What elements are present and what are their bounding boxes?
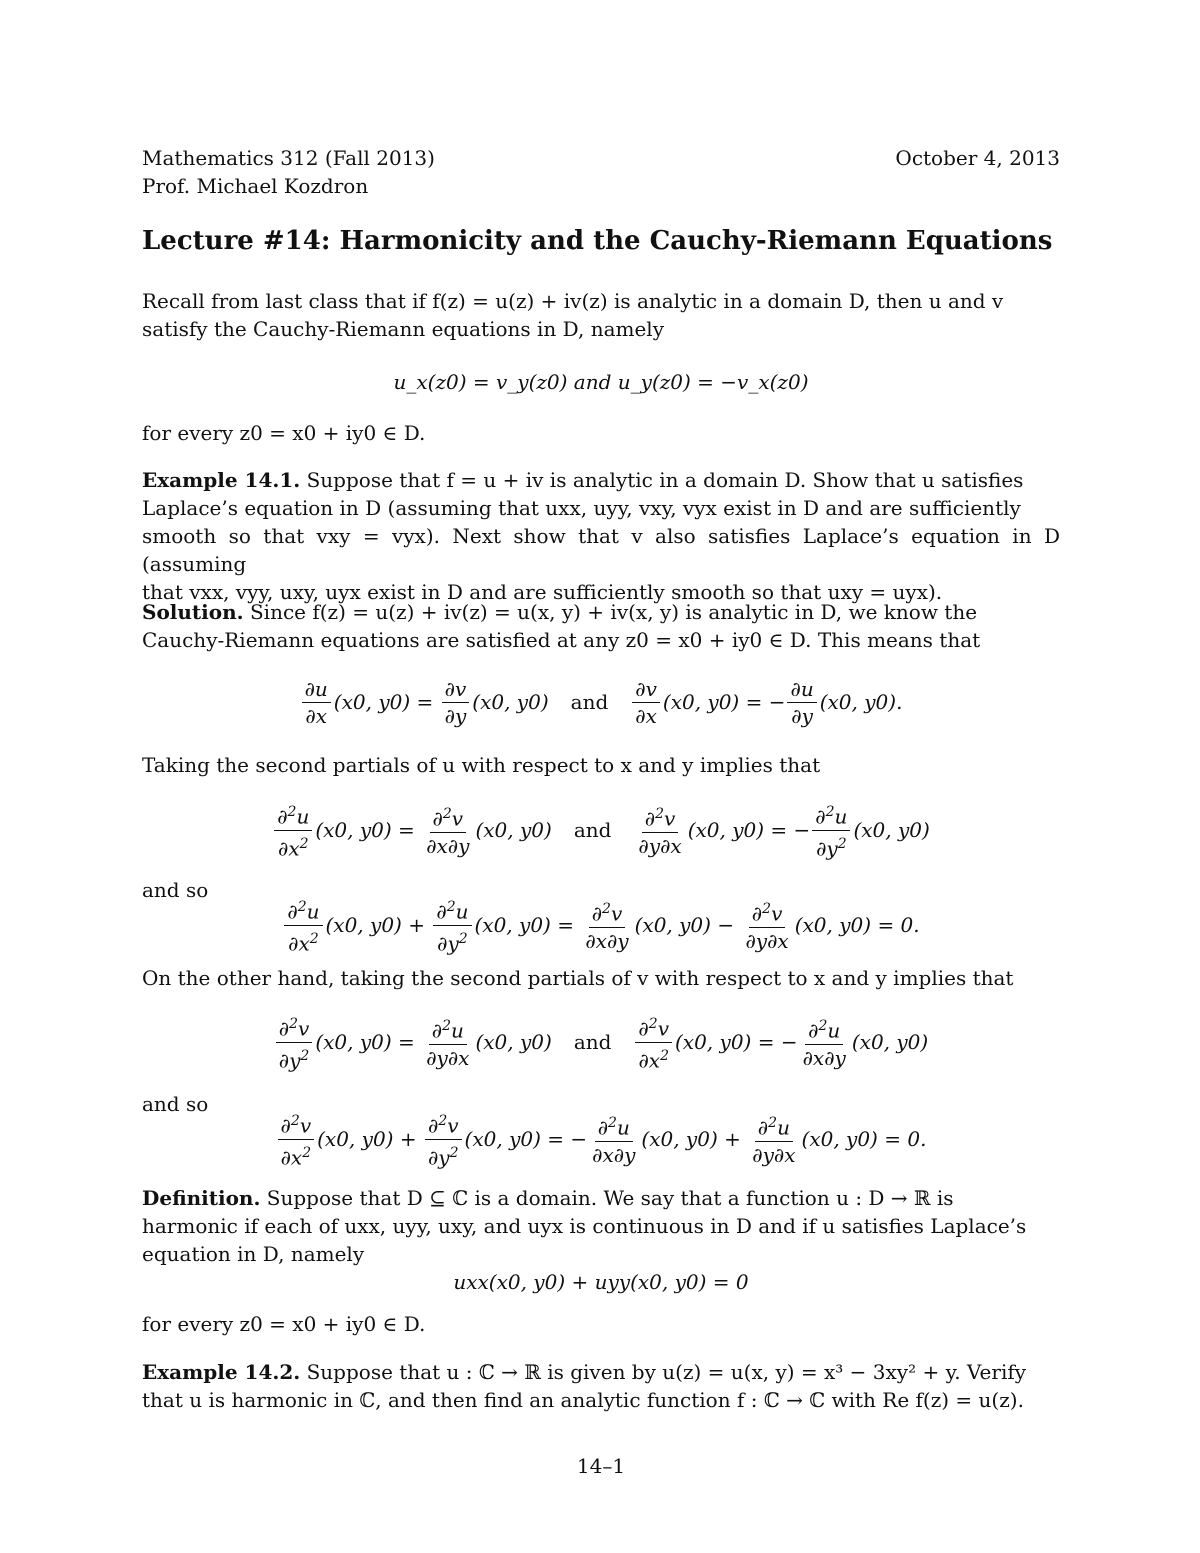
cauchy-riemann-equation bbox=[142, 368, 1060, 396]
definition-line-1: Suppose that D ⊆ ℂ is a domain. We say that a function u : D → ℝ is bbox=[260, 1186, 954, 1210]
definition-label: Definition. bbox=[142, 1186, 261, 1210]
intro-after: for every z0 = x0 + iy0 ∈ D. bbox=[142, 421, 426, 445]
laplace-equation-text: uxx(x0, y0) + uyy(x0, y0) = 0 bbox=[453, 1270, 749, 1294]
course-title: Mathematics 312 (Fall 2013) bbox=[142, 146, 435, 170]
example-14-1 bbox=[142, 466, 1060, 606]
example-14-2 bbox=[142, 1358, 1060, 1414]
second-partials-u-intro: Taking the second partials of u with respect to x and y implies that bbox=[142, 753, 821, 777]
example-1-line-2: Laplace’s equation in D (assuming that uxx, uyy, vxy, vyx exist in D and are sufficiently bbox=[142, 496, 1021, 520]
example-2-line-2: that u is harmonic in ℂ, and then find an analytic function f : ℂ → ℂ with Re f(z) = u(z). bbox=[142, 1388, 1024, 1412]
cr-equation-text: u_x(z0) = v_y(z0) and u_y(z0) = −v_x(z0) bbox=[393, 370, 809, 394]
page-number: 14–1 bbox=[576, 1454, 626, 1478]
laplace-v-derivation: $\frac{\partial^2v}{\partial x^2}$ (x0, y0) + $\frac{\partial^2v}{\partial y^2}$ (x0, y0) = − $\frac{\partial^2u}{\partial x\partial y}$ (x0, y0) + $\frac{\partial^2u}{\partial y\partial x}$ (x0, y0) = 0. bbox=[142, 1109, 1060, 1169]
solution-paragraph bbox=[142, 598, 1060, 654]
header-course bbox=[142, 144, 1060, 172]
intro-line-2: satisfy the Cauchy-Riemann equations in D, namely bbox=[142, 317, 664, 341]
second-partials-u-equation: $\frac{\partial^2u}{\partial x^2}$ (x0, y0) = $\frac{\partial^2v}{\partial x\partial y}$ (x0, y0) and $\frac{\partial^2v}{\partial y\partial x}$ (x0, y0) = − $\frac{\partial^2u}{\partial y^2}$ (x0, y0) bbox=[142, 800, 1060, 860]
definition-line-3: equation in D, namely bbox=[142, 1242, 365, 1266]
example-1-line-4: that vxx, vyy, uxy, uyx exist in D and are sufficiently smooth so that uxy = uyx). bbox=[142, 580, 943, 604]
definition-paragraph bbox=[142, 1184, 1060, 1268]
and-so-2: and so bbox=[142, 1092, 209, 1116]
second-partials-v-intro: On the other hand, taking the second partials of v with respect to x and y implies that bbox=[142, 966, 1014, 990]
example-1-label: Example 14.1. bbox=[142, 468, 301, 492]
and-so-1: and so bbox=[142, 878, 209, 902]
example-2-label: Example 14.2. bbox=[142, 1360, 301, 1384]
definition-line-2: harmonic if each of uxx, uyy, uxy, and uyx is continuous in D and if u satisfies Laplace’s bbox=[142, 1214, 1027, 1238]
first-partials-equation: $\frac{\partial u}{\partial x}$ (x0, y0) = $\frac{\partial v}{\partial y}$ (x0, y0) and $\frac{\partial v}{\partial x}$ (x0, y0) = − $\frac{\partial u}{\partial y}$ (x0, y0) . bbox=[142, 672, 1060, 732]
intro-line-1: Recall from last class that if f(z) = u(z) + iv(z) is analytic in a domain D, then u and v bbox=[142, 289, 1004, 313]
header-professor: Prof. Michael Kozdron bbox=[142, 174, 369, 198]
solution-line-2: Cauchy-Riemann equations are satisfied at any z0 = x0 + iy0 ∈ D. This means that bbox=[142, 628, 981, 652]
second-partials-v-equation: $\frac{\partial^2v}{\partial y^2}$ (x0, y0) = $\frac{\partial^2u}{\partial y\partial x}$ (x0, y0) and $\frac{\partial^2v}{\partial x^2}$ (x0, y0) = − $\frac{\partial^2u}{\partial x\partial y}$ (x0, y0) bbox=[142, 1012, 1060, 1072]
definition-after: for every z0 = x0 + iy0 ∈ D. bbox=[142, 1312, 426, 1336]
intro-paragraph bbox=[142, 287, 1060, 343]
example-1-line-1: Suppose that f = u + iv is analytic in a domain D. Show that u satisfies bbox=[300, 468, 1024, 492]
example-1-line-3: smooth so that vxy = vyx). Next show that v also satisfies Laplace’s equation in D (assuming bbox=[142, 524, 1060, 576]
solution-line-1: Since f(z) = u(z) + iv(z) = u(x, y) + iv(x, y) is analytic in D, we know the bbox=[243, 600, 978, 624]
page-title: Lecture #14: Harmonicity and the Cauchy-Riemann Equations bbox=[142, 226, 1053, 256]
solution-label: Solution. bbox=[142, 600, 244, 624]
laplace-equation bbox=[142, 1268, 1060, 1296]
example-2-line-1: Suppose that u : ℂ → ℝ is given by u(z) = u(x, y) = x³ − 3xy² + y. Verify bbox=[300, 1360, 1027, 1384]
lecture-date: October 4, 2013 bbox=[895, 146, 1060, 170]
laplace-u-derivation: $\frac{\partial^2u}{\partial x^2}$ (x0, y0) + $\frac{\partial^2u}{\partial y^2}$ (x0, y0) = $\frac{\partial^2v}{\partial x\partial y}$ (x0, y0) − $\frac{\partial^2v}{\partial y\partial x}$ (x0, y0) = 0. bbox=[142, 895, 1060, 955]
document-page bbox=[142, 0, 1060, 1553]
